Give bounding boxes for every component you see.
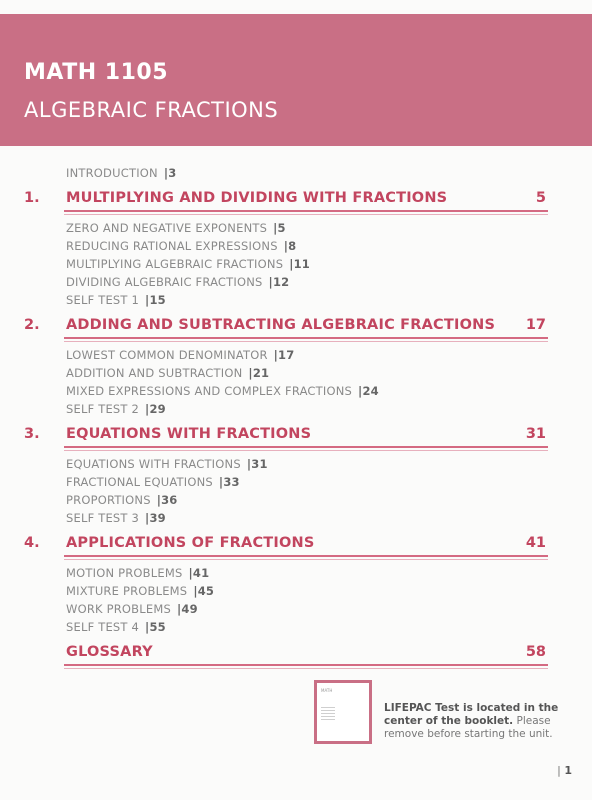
toc-item-label: REDUCING RATIONAL EXPRESSIONS (66, 239, 278, 253)
toc-item-page: 8 (288, 239, 297, 253)
section-title: APPLICATIONS OF FRACTIONS (66, 535, 315, 551)
toc-item-page: 21 (252, 366, 270, 380)
section-rule (64, 210, 548, 212)
toc-item[interactable]: PROPORTIONS |36 (66, 493, 178, 507)
section-page: 17 (525, 317, 546, 333)
toc-item[interactable]: FRACTIONAL EQUATIONS |33 (66, 475, 240, 489)
booklet-thumbnail (314, 680, 372, 744)
section-number: 1. (24, 190, 40, 206)
toc-item-page: 17 (278, 348, 295, 362)
section-rule (64, 446, 548, 448)
intro-label: INTRODUCTION (66, 166, 158, 180)
toc-item-page: 39 (149, 511, 166, 525)
toc-item[interactable]: SELF TEST 2 |29 (66, 402, 166, 416)
toc-item-label: WORK PROBLEMS (66, 602, 171, 616)
section-number: 4. (24, 535, 40, 551)
toc-item-label: EQUATIONS WITH FRACTIONS (66, 457, 241, 471)
toc-item-page: 41 (192, 566, 210, 580)
toc-item-page: 55 (149, 620, 166, 634)
toc-item-page: 5 (277, 221, 286, 235)
toc-item-label: FRACTIONAL EQUATIONS (66, 475, 213, 489)
toc-item-label: SELF TEST 3 (66, 511, 140, 525)
note-bold: LIFEPAC Test is located in the center of the booklet. (384, 702, 559, 727)
toc-item-page: 24 (362, 384, 379, 398)
header-banner (0, 14, 592, 146)
toc-item[interactable]: ZERO AND NEGATIVE EXPONENTS |5 (66, 221, 286, 235)
page-number: | 1 (557, 764, 572, 777)
toc-item-label: ADDITION AND SUBTRACTION (66, 366, 243, 380)
toc-item[interactable]: WORK PROBLEMS |49 (66, 602, 198, 616)
section-number: 3. (24, 426, 40, 442)
intro-page: 3 (168, 166, 177, 180)
section-page: 31 (525, 426, 546, 442)
toc-item[interactable]: MIXED EXPRESSIONS AND COMPLEX FRACTIONS |24 (66, 384, 379, 398)
toc-item[interactable]: ADDITION AND SUBTRACTION |21 (66, 366, 270, 380)
toc-item-label: LOWEST COMMON DENOMINATOR (66, 348, 268, 362)
booklet-lines (321, 707, 335, 721)
note-rest: Please remove before starting the unit. (384, 715, 553, 740)
toc-item-label: PROPORTIONS (66, 493, 151, 507)
toc-item-page: 49 (181, 602, 198, 616)
toc-item-label: MIXED EXPRESSIONS AND COMPLEX FRACTIONS (66, 384, 353, 398)
toc-item[interactable]: LOWEST COMMON DENOMINATOR |17 (66, 348, 295, 362)
section-page: 5 (535, 190, 546, 206)
toc-item-page: 29 (149, 402, 166, 416)
section-rule-thin (64, 341, 548, 342)
section-page: 41 (525, 535, 546, 551)
toc-item-label: MIXTURE PROBLEMS (66, 584, 188, 598)
toc-item-page: 31 (251, 457, 268, 471)
toc-item[interactable]: SELF TEST 1 |15 (66, 293, 166, 307)
toc-item-label: SELF TEST 4 (66, 620, 140, 634)
toc-item[interactable]: DIVIDING ALGEBRAIC FRACTIONS |12 (66, 275, 290, 289)
toc-item-page: 12 (272, 275, 290, 289)
toc-item-label: MOTION PROBLEMS (66, 566, 183, 580)
section-rule-thin (64, 450, 548, 451)
toc-item[interactable]: SELF TEST 3 |39 (66, 511, 166, 525)
toc-item-page: 36 (161, 493, 178, 507)
unit-title: ALGEBRAIC FRACTIONS (24, 98, 279, 122)
toc-item[interactable]: REDUCING RATIONAL EXPRESSIONS |8 (66, 239, 297, 253)
toc-item[interactable]: MULTIPLYING ALGEBRAIC FRACTIONS |11 (66, 257, 311, 271)
toc-item[interactable]: EQUATIONS WITH FRACTIONS |31 (66, 457, 268, 471)
toc-item-page: 11 (293, 257, 311, 271)
section-title: EQUATIONS WITH FRACTIONS (66, 426, 312, 442)
course-code: MATH 1105 (24, 60, 169, 85)
toc-item-label: ZERO AND NEGATIVE EXPONENTS (66, 221, 268, 235)
section-rule-thin (64, 559, 548, 560)
glossary-title: GLOSSARY (66, 644, 153, 660)
section-rule (64, 555, 548, 557)
lifepac-note (384, 702, 564, 741)
section-title: ADDING AND SUBTRACTING ALGEBRAIC FRACTIONS (66, 317, 496, 333)
toc-item-label: MULTIPLYING ALGEBRAIC FRACTIONS (66, 257, 284, 271)
section-rule-thin (64, 668, 548, 669)
section-rule-thin (64, 214, 548, 215)
toc-item-label: SELF TEST 1 (66, 293, 140, 307)
toc-item[interactable]: MIXTURE PROBLEMS |45 (66, 584, 215, 598)
toc-item-page: 15 (149, 293, 166, 307)
section-rule (64, 664, 548, 666)
toc-item-label: DIVIDING ALGEBRAIC FRACTIONS (66, 275, 263, 289)
toc-item-page: 45 (197, 584, 215, 598)
booklet-title: MATH (321, 688, 333, 693)
glossary-page: 58 (525, 644, 546, 660)
intro-item[interactable]: INTRODUCTION |3 (66, 166, 177, 180)
toc-item-page: 33 (223, 475, 240, 489)
section-rule (64, 337, 548, 339)
section-title: MULTIPLYING AND DIVIDING WITH FRACTIONS (66, 190, 448, 206)
section-number: 2. (24, 317, 40, 333)
toc-item[interactable]: SELF TEST 4 |55 (66, 620, 166, 634)
toc-item[interactable]: MOTION PROBLEMS |41 (66, 566, 210, 580)
toc-item-label: SELF TEST 2 (66, 402, 140, 416)
